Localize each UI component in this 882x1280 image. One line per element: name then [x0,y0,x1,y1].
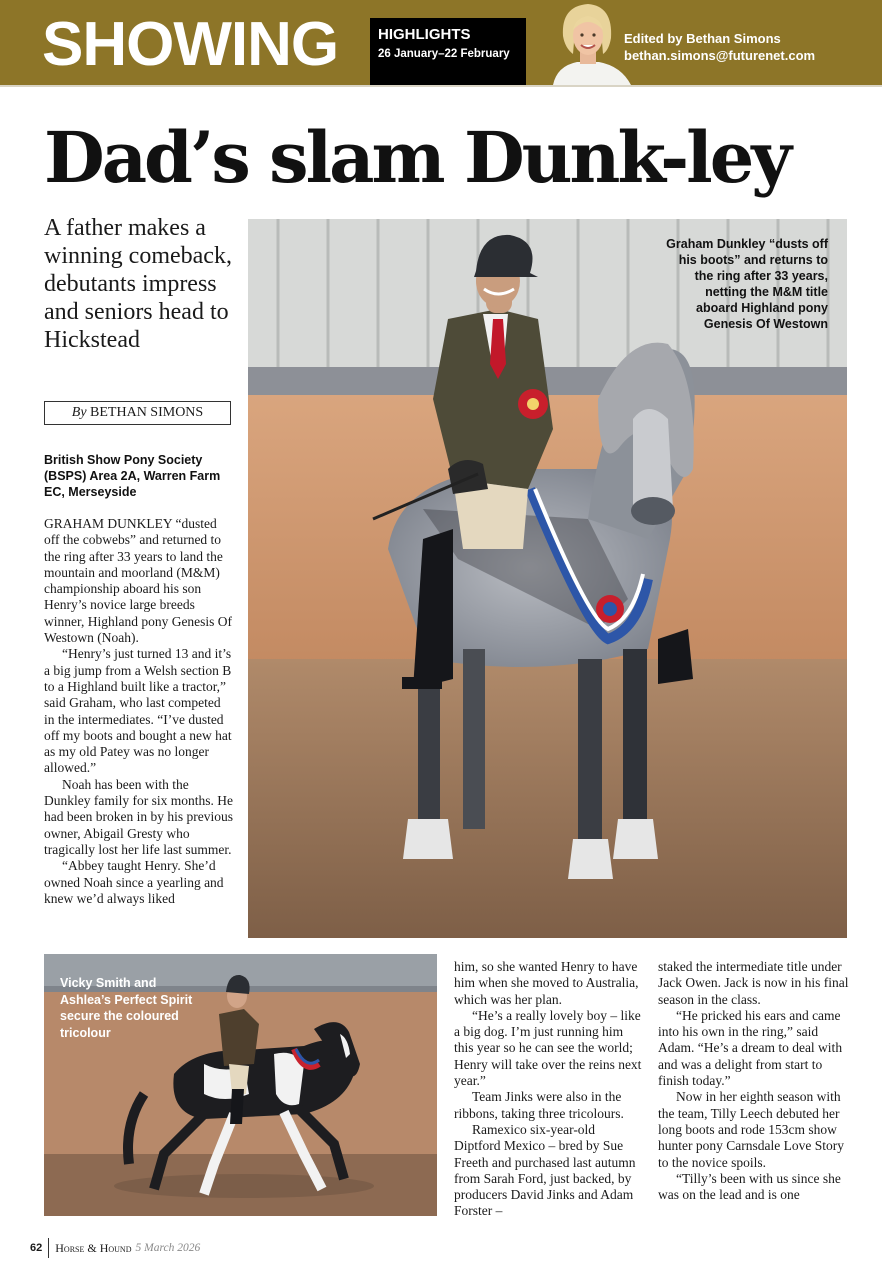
article-column-1 [44,516,234,944]
editor-email[interactable]: bethan.simons@futurenet.com [624,48,816,63]
second-photo-caption: Vicky Smith and Ashlea’s Perfect Spirit secure the coloured tricolour [60,976,193,1040]
article-paragraph: GRAHAM DUNKLEY “dusted off the cobwebs” and returned to the ring after 33 years to land the mountain and moorland (M&M) championship aboard his son Henry’s novice large breeds winner, Highland pony Genesis Of Westown (Noah). [44,516,233,646]
article-paragraph: “Tilly’s been with us since she was on the lead and is one [658,1170,841,1203]
banner-divider [0,85,882,87]
article-paragraph: “Henry’s just turned 13 and it’s a big jump from a Welsh section B to a Highland built like a tractor,” said Graham, who last competed in the intermediates. “I’ve dusted off my boots and bought a new hat as my old Patey was no longer allowed.” [44,646,232,776]
article-paragraph: “He pricked his ears and came into his own in the ring,” said Adam. “He’s a dream to deal with and was a delight from start to finish today.” [658,1007,843,1089]
byline [44,401,231,425]
article-paragraph: “He’s a really lovely boy – like a big dog. I’m just running him this year so he can see the world; Henry will take over the reins next year.” [454,1007,642,1089]
article-paragraph: “Abbey taught Henry. She’d owned Noah since a yearling and knew we’d always liked [44,858,224,906]
byline-prefix: By [71,405,87,420]
article-column-3 [658,959,850,1229]
article-paragraph: staked the intermediate title under Jack Owen. Jack is now in his final season in the class. [658,959,849,1007]
page-footer [30,1238,200,1258]
editor-portrait [543,0,633,85]
editor-name: Edited by Bethan Simons [624,31,781,46]
section-title: SHOWING [42,10,339,79]
page-number: 62 [30,1242,43,1254]
highlights-label: HIGHLIGHTS [378,26,471,43]
article-paragraph: Noah has been with the Dunkley family for six months. He had been broken in by his previous owner, Abigail Gresty who tragically lost her life last summer. [44,776,233,857]
article-paragraph: Team Jinks were also in the ribbons, taking three tricolours. [454,1089,624,1121]
highlights-box [370,18,526,85]
article-paragraph: Ramexico six-year-old Diptford Mexico – bred by Sue Freeth and purchased last autumn from Sarah Ford, just backed, by producers David Jinks and Adam Forster – [454,1121,636,1219]
main-photo-caption: Graham Dunkley “dusts off his boots” and returns to the ring after 33 years, netting the M&M title aboard Highland pony Genesis Of Westown [666,237,828,331]
issue-date: 5 March 2026 [135,1242,201,1254]
event-venue: British Show Pony Society (BSPS) Area 2A, Warren Farm EC, Merseyside [44,453,221,499]
magazine-name: Horse & Hound [55,1240,132,1255]
article-column-2 [454,959,644,1229]
editor-credit [624,30,815,64]
article-paragraph: Now in her eighth season with the team, Tilly Leech debuted her long boots and rode 153cm show hunter pony Carnsdale Love Story to the novice spoils. [658,1089,844,1170]
article-headline: Dad’s slam Dunk-ley [44,116,789,199]
article-paragraph: him, so she wanted Henry to have him when she moved to Australia, which was her plan. [454,959,639,1007]
article-standfirst: A father makes a winning comeback, debutants impress and seniors head to Hickstead [44,215,232,353]
highlights-dates: 26 January–22 February [378,48,510,60]
byline-name: BETHAN SIMONS [90,405,204,420]
footer-divider [48,1238,49,1258]
